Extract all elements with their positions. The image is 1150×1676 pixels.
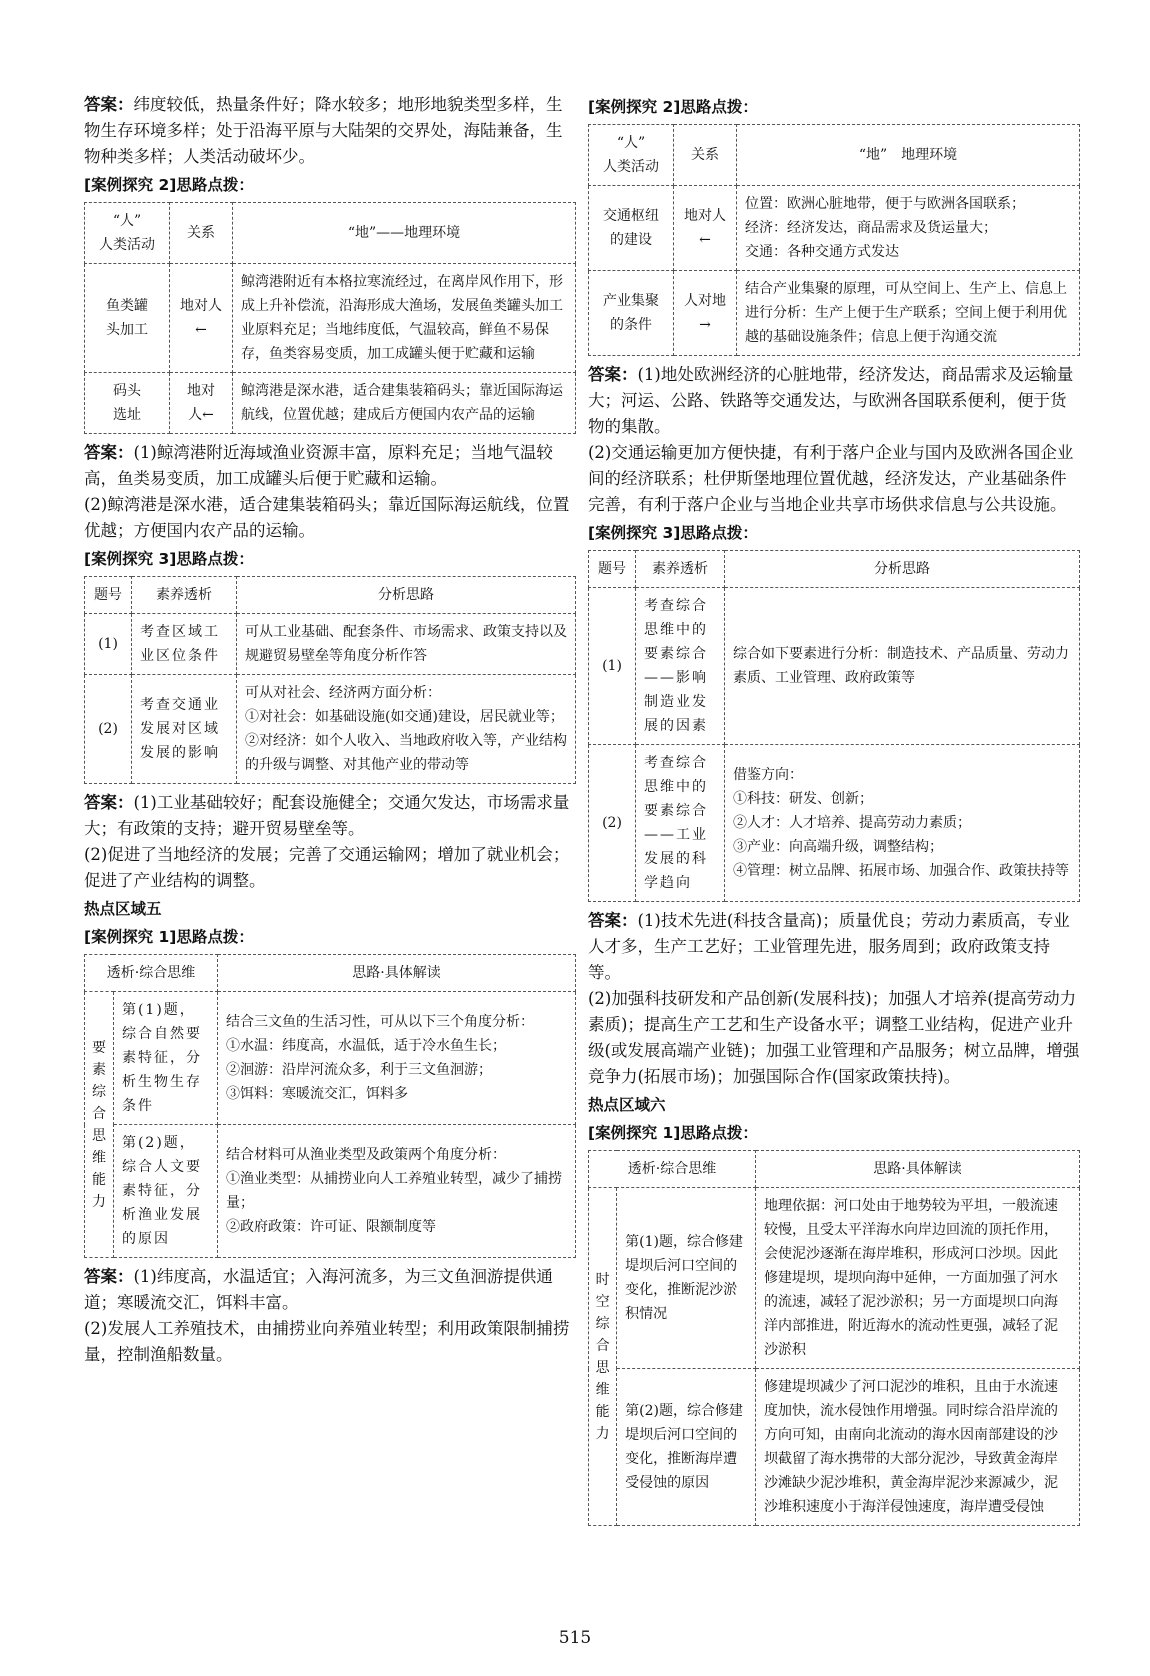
zone-heading: 热点区域六 bbox=[588, 1096, 666, 1114]
table-cell: 人对地 → bbox=[674, 271, 737, 356]
table-cell: 考查区域工业区位条件 bbox=[132, 614, 237, 675]
left-column bbox=[84, 92, 576, 1368]
header-text: “人” 人类活动 bbox=[603, 135, 659, 175]
answer-text: (2)促进了当地经济的发展；完善了交通运输网；增加了就业机会；促进了产业结构的调整。 bbox=[84, 845, 570, 890]
side-label: 要素综合思维能力 bbox=[85, 992, 114, 1258]
analysis-table bbox=[84, 576, 576, 784]
table-cell: 结合三文鱼的生活习性，可从以下三个角度分析： ①水温：纬度高，水温低，适于冷水鱼生长； ②洄游：沿岸河流众多，利于三文鱼洄游； ③饵料：寒暖流交汇，饵料多 bbox=[218, 992, 576, 1125]
right-column bbox=[588, 92, 1080, 1532]
table-cell: 可从对社会、经济两方面分析： ①对社会：如基础设施(如交通)建设，居民就业等； ②对经济：如个人收入、当地政府收入等，产业结构的升级与调整、对其他产业的带动等 bbox=[237, 675, 576, 784]
table-cell: 结合材料可从渔业类型及政策两个角度分析： ①渔业类型：从捕捞业向人工养殖业转型，减少了捕捞量； ②政府政策：许可证、限额制度等 bbox=[218, 1125, 576, 1258]
zone-heading: 热点区域五 bbox=[84, 900, 162, 918]
answer-label: 答案： bbox=[588, 911, 638, 930]
answer-label: 答案： bbox=[84, 443, 134, 462]
answer-text: (2)交通运输更加方便快捷，有利于落户企业与国内及欧洲各国企业间的经济联系；杜伊斯堡地理位置优越，经济发达，产业基础条件完善，有利于落户企业与当地企业共享市场供求信息与公共设施。 bbox=[588, 443, 1074, 514]
table-header bbox=[589, 125, 674, 186]
answer-label: 答案： bbox=[84, 95, 134, 114]
section-heading: [案例探究 1]思路点拨： bbox=[84, 928, 254, 946]
table-cell: 借鉴方向： ①科技：研发、创新； ②人才：人才培养、提高劳动力素质； ③产业：向高端升级，调整结构； ④管理：树立品牌、拓展市场、加强合作、政策扶持等 bbox=[725, 745, 1080, 902]
answer-text: (1)地处欧洲经济的心脏地带，经济发达，商品需求及运输量大；河运、公路、铁路等交通发达，与欧洲各国联系便利，便于货物的集散。 bbox=[588, 365, 1074, 436]
answer bbox=[84, 1264, 576, 1316]
table-header: “地”——地理环境 bbox=[233, 203, 576, 264]
section-heading: [案例探究 3]思路点拨： bbox=[588, 524, 758, 542]
table-cell: (1) bbox=[85, 614, 132, 675]
table-header: 素养透析 bbox=[132, 577, 237, 614]
section-heading: [案例探究 2]思路点拨： bbox=[588, 98, 758, 116]
intro-answer bbox=[84, 92, 576, 170]
answer-text: 纬度较低，热量条件好；降水较多；地形地貌类型多样，生物生存环境多样；处于沿海平原与大陆架的交界处，海陆兼备，生物种类多样；人类活动破坏少。 bbox=[84, 95, 563, 166]
section-heading: [案例探究 1]思路点拨： bbox=[588, 1124, 758, 1142]
answer-label: 答案： bbox=[84, 1267, 134, 1286]
table-header bbox=[85, 203, 170, 264]
table-cell: 第(1)题，综合自然要素特征，分析生物生存条件 bbox=[113, 992, 217, 1125]
table-header: 关系 bbox=[674, 125, 737, 186]
page-number: 515 bbox=[558, 1628, 592, 1648]
table-row bbox=[589, 588, 1080, 745]
table-cell: 交通枢纽 的建设 bbox=[589, 186, 674, 271]
table-row bbox=[85, 264, 576, 373]
table-cell: 修建堤坝减少了河口泥沙的堆积，且由于水流速度加快，流水侵蚀作用增强。同时综合沿岸流的方向可知，由南向北流动的海水因南部建设的沙坝截留了海水携带的大部分泥沙，导致黄金海岸沙滩缺少泥沙堆积，黄金海岸泥沙来源减少，泥沙堆积速度小于海洋侵蚀速度，海岸遭受侵蚀 bbox=[756, 1369, 1080, 1526]
table-cell: 位置：欧洲心脏地带，便于与欧洲各国联系； 经济：经济发达，商品需求及货运量大； 交通：各种交通方式发达 bbox=[737, 186, 1080, 271]
analysis-table bbox=[84, 954, 576, 1258]
table-cell: 鲸湾港是深水港，适合建集装箱码头；靠近国际海运航线，位置优越；建成后方便国内农产品的运输 bbox=[233, 373, 576, 434]
table-cell: 地对人 ← bbox=[674, 186, 737, 271]
table-row bbox=[85, 675, 576, 784]
section-heading: [案例探究 2]思路点拨： bbox=[84, 176, 254, 194]
table-header: 思路·具体解读 bbox=[756, 1151, 1080, 1188]
table-header: 题号 bbox=[589, 551, 636, 588]
table-header: 素养透析 bbox=[636, 551, 725, 588]
answer-text: (1)纬度高，水温适宜；入海河流多，为三文鱼洄游提供通道；寒暖流交汇，饵料丰富。 bbox=[84, 1267, 553, 1312]
table-header: 透析·综合思维 bbox=[85, 955, 218, 992]
table-cell: 考查综合思维中的要素综合——工业发展的科学趋向 bbox=[636, 745, 725, 902]
answer bbox=[84, 440, 576, 492]
analysis-table bbox=[84, 202, 576, 434]
answer bbox=[588, 908, 1080, 986]
table-row bbox=[85, 373, 576, 434]
answer-label: 答案： bbox=[84, 793, 134, 812]
table-cell: 考查综合思维中的要素综合——影响制造业发展的因素 bbox=[636, 588, 725, 745]
table-row bbox=[589, 271, 1080, 356]
analysis-table bbox=[588, 1150, 1080, 1526]
table-cell: 地理依据：河口处由于地势较为平坦，一般流速较慢，且受太平洋海水向岸边回流的顶托作用，会使泥沙逐渐在海岸堆积，形成河口沙坝。因此修建堤坝，堤坝向海中延伸，一方面加强了河水的流速，减轻了泥沙淤积；另一方面堤坝口向海洋内部推进，附近海水的流动性更强，减轻了泥沙淤积 bbox=[756, 1188, 1080, 1369]
analysis-table bbox=[588, 124, 1080, 356]
table-row bbox=[589, 1188, 1080, 1369]
table-cell: 第(1)题，综合修建堤坝后河口空间的变化，推断泥沙淤积情况 bbox=[617, 1188, 756, 1369]
answer bbox=[84, 790, 576, 842]
table-header: “地” 地理环境 bbox=[737, 125, 1080, 186]
answer-text: (1)鲸湾港附近海域渔业资源丰富，原料充足；当地气温较高，鱼类易变质，加工成罐头后便于贮藏和运输。 bbox=[84, 443, 553, 488]
table-cell: (2) bbox=[589, 745, 636, 902]
table-row bbox=[589, 745, 1080, 902]
table-cell: (1) bbox=[589, 588, 636, 745]
table-cell: 可从工业基础、配套条件、市场需求、政策支持以及规避贸易壁垒等角度分析作答 bbox=[237, 614, 576, 675]
table-header: 关系 bbox=[170, 203, 233, 264]
table-header: 分析思路 bbox=[237, 577, 576, 614]
table-row bbox=[589, 186, 1080, 271]
table-row bbox=[85, 992, 576, 1125]
table-cell: 第(2)题，综合人文要素特征，分析渔业发展的原因 bbox=[113, 1125, 217, 1258]
table-cell: 第(2)题，综合修建堤坝后河口空间的变化，推断海岸遭受侵蚀的原因 bbox=[617, 1369, 756, 1526]
answer bbox=[588, 362, 1080, 440]
table-header: 透析·综合思维 bbox=[589, 1151, 756, 1188]
table-cell: 结合产业集聚的原理，可从空间上、生产上、信息上进行分析：生产上便于生产联系；空间上便于利用优越的基础设施条件；信息上便于沟通交流 bbox=[737, 271, 1080, 356]
table-cell: 地对人 ← bbox=[170, 264, 233, 373]
table-header: 思路·具体解读 bbox=[218, 955, 576, 992]
table-cell: 码头 选址 bbox=[85, 373, 170, 434]
answer-label: 答案： bbox=[588, 365, 638, 384]
table-header: 分析思路 bbox=[725, 551, 1080, 588]
answer-text: (2)鲸湾港是深水港，适合建集装箱码头；靠近国际海运航线，位置优越；方便国内农产品的运输。 bbox=[84, 495, 570, 540]
side-label: 时空综合思维能力 bbox=[589, 1188, 617, 1526]
section-heading: [案例探究 3]思路点拨： bbox=[84, 550, 254, 568]
answer-text: (1)技术先进(科技含量高)；质量优良；劳动力素质高，专业人才多，生产工艺好；工业管理先进，服务周到；政府政策支持等。 bbox=[588, 911, 1070, 982]
answer-text: (2)发展人工养殖技术，由捕捞业向养殖业转型；利用政策限制捕捞量，控制渔船数量。 bbox=[84, 1319, 570, 1364]
table-cell: 鲸湾港附近有本格拉寒流经过，在离岸风作用下，形成上升补偿流，沿海形成大渔场，发展鱼类罐头加工业原料充足；当地纬度低，气温较高，鲜鱼不易保存，鱼类容易变质，加工成罐头便于贮藏和运输 bbox=[233, 264, 576, 373]
table-cell: 考查交通业发展对区域发展的影响 bbox=[132, 675, 237, 784]
table-cell: (2) bbox=[85, 675, 132, 784]
header-text: “人” 人类活动 bbox=[99, 213, 155, 253]
table-row bbox=[85, 1125, 576, 1258]
table-cell: 产业集聚 的条件 bbox=[589, 271, 674, 356]
table-cell: 鱼类罐 头加工 bbox=[85, 264, 170, 373]
table-cell: 地对 人← bbox=[170, 373, 233, 434]
table-row bbox=[589, 1369, 1080, 1526]
answer-text: (1)工业基础较好；配套设施健全；交通欠发达，市场需求量大；有政策的支持；避开贸易壁垒等。 bbox=[84, 793, 570, 838]
table-header: 题号 bbox=[85, 577, 132, 614]
analysis-table bbox=[588, 550, 1080, 902]
table-cell: 综合如下要素进行分析：制造技术、产品质量、劳动力素质、工业管理、政府政策等 bbox=[725, 588, 1080, 745]
answer-text: (2)加强科技研发和产品创新(发展科技)；加强人才培养(提高劳动力素质)；提高生产工艺和生产设备水平；调整工业结构，促进产业升级(或发展高端产业链)；加强工业管理和产品服务；树立品牌，增强竞争力(拓展市场)；加强国际合作(国家政策扶持)。 bbox=[588, 989, 1080, 1086]
table-row bbox=[85, 614, 576, 675]
